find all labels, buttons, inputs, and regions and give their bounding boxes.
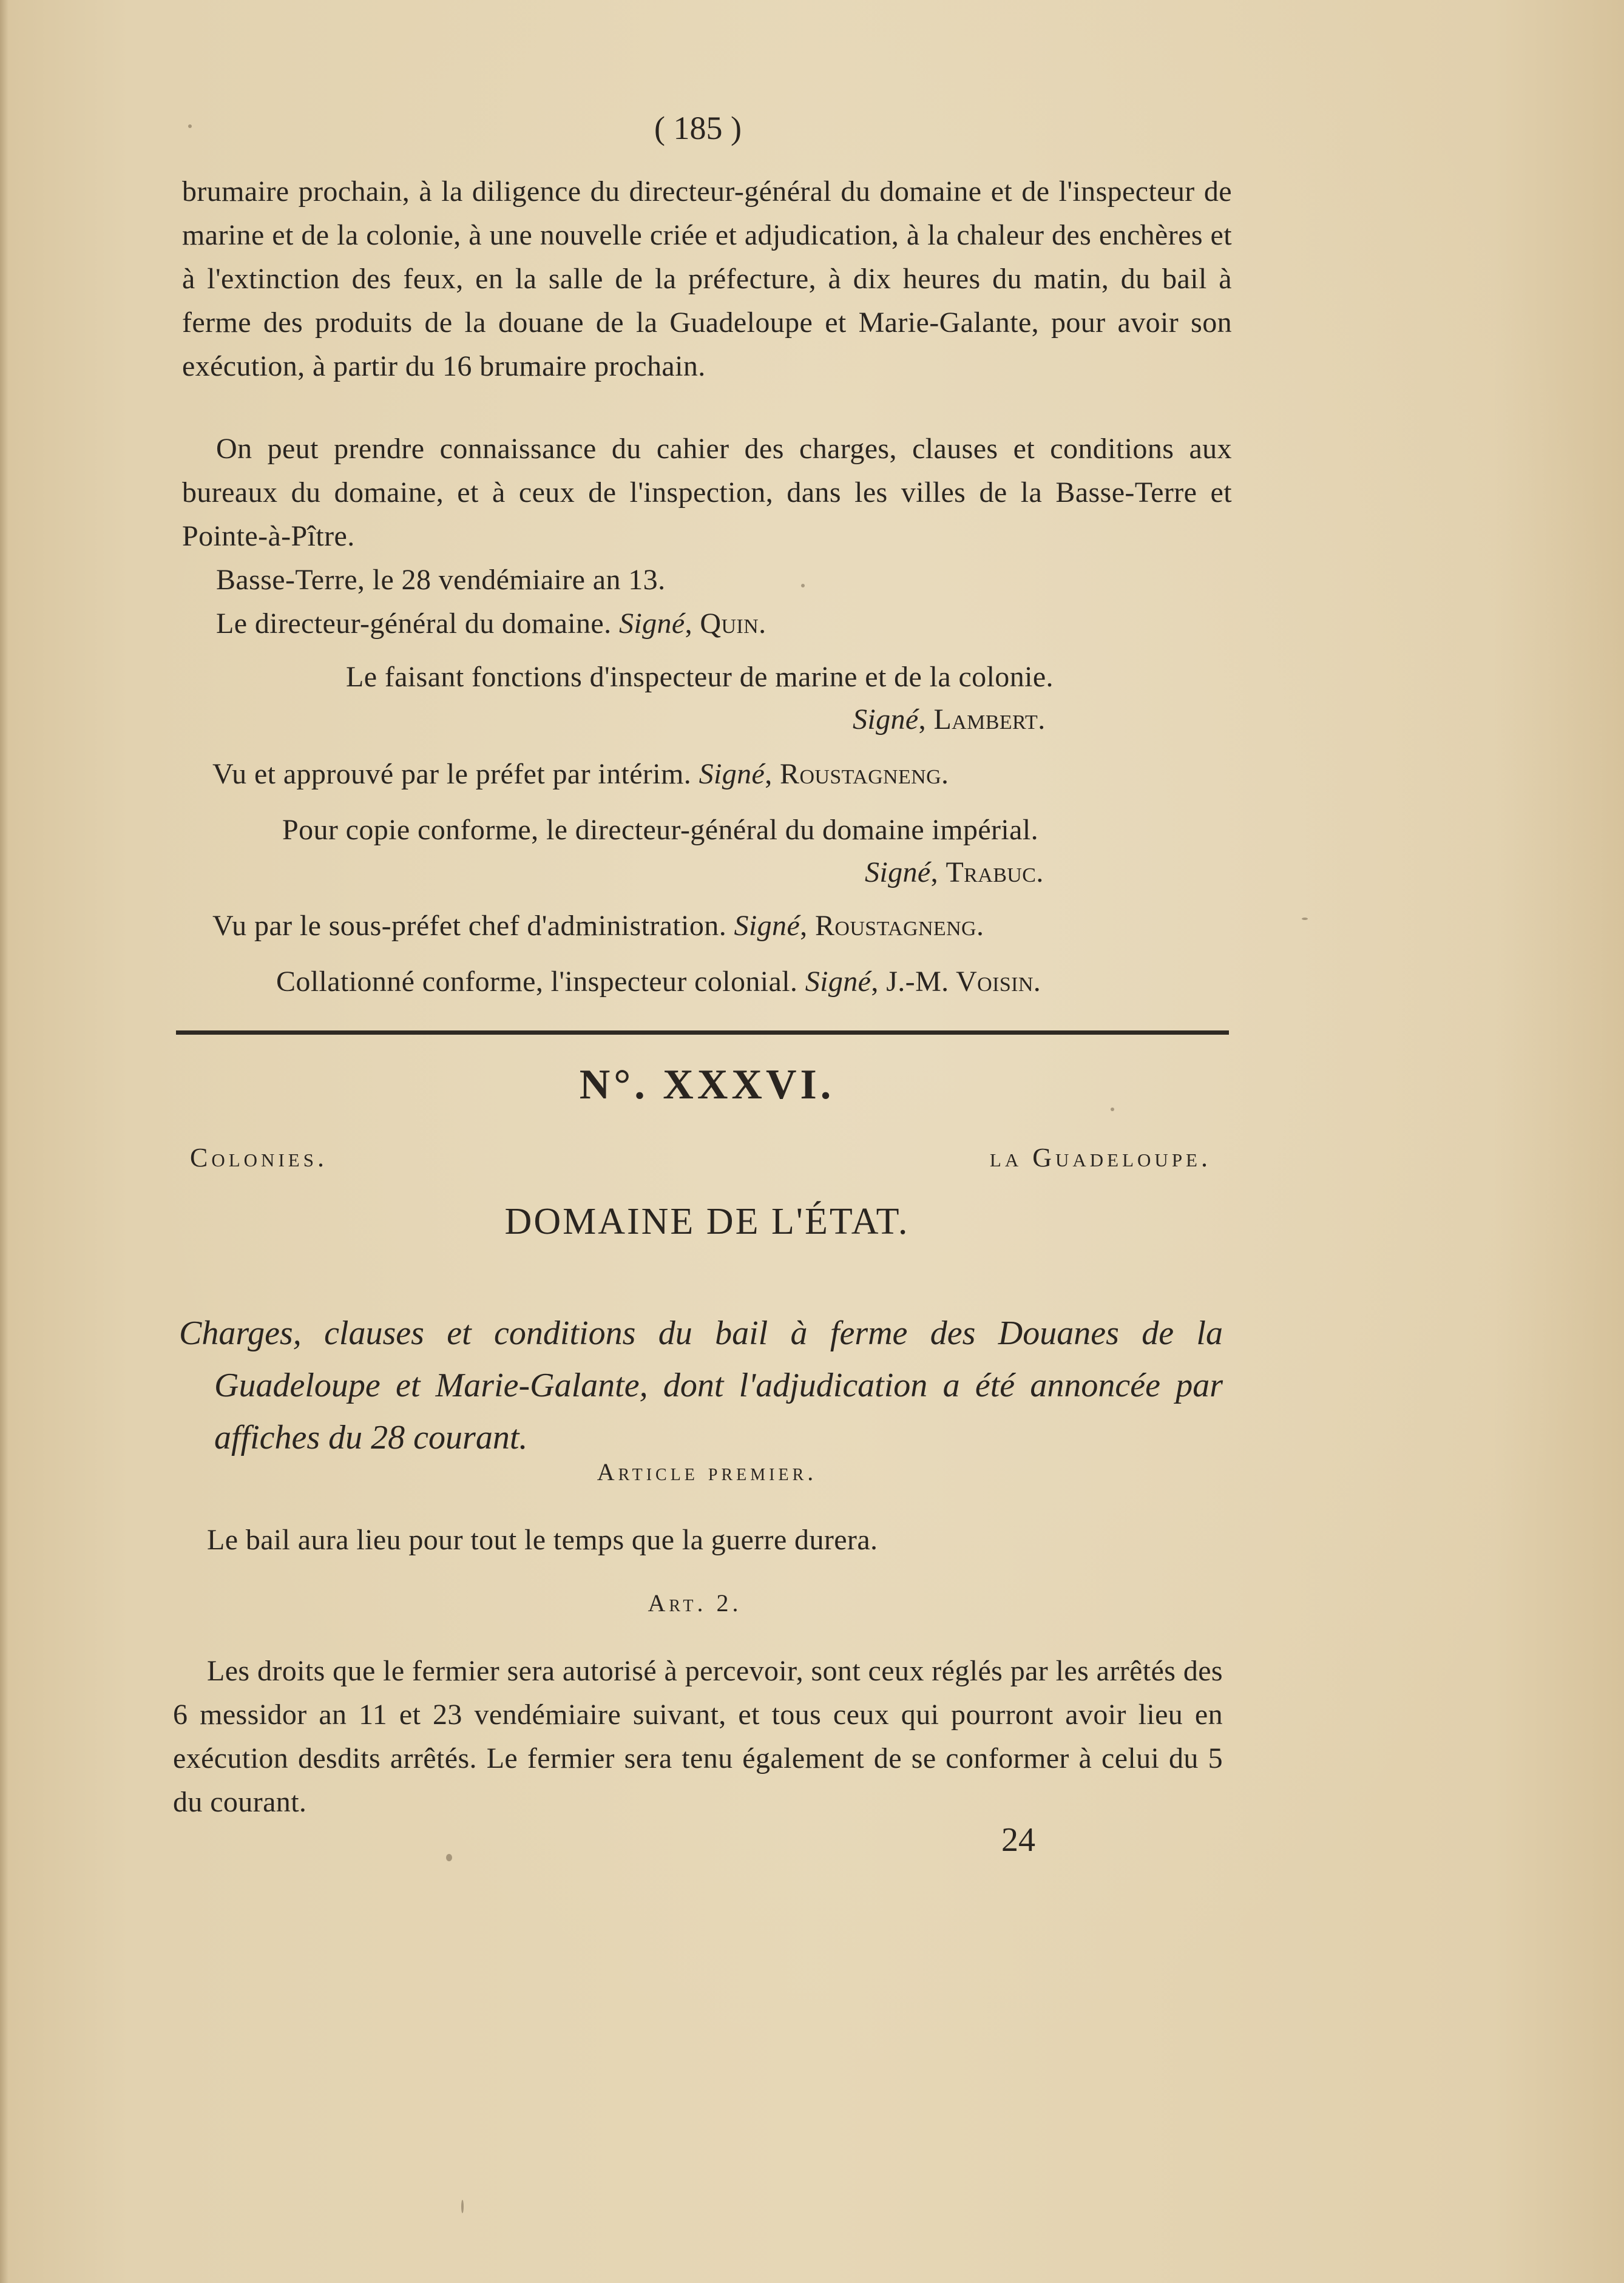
right-heading-guadeloupe: la Guadeloupe.: [989, 1143, 1211, 1172]
page-number: ( 185 ): [654, 110, 742, 146]
signature-copy-name: Signé, Trabuc.: [865, 856, 1044, 888]
signature-director-general: Le directeur-général du domaine. Signé, Quin.: [216, 607, 766, 640]
article-2-heading: Art. 2.: [648, 1589, 742, 1617]
signature-inspector-role: Le faisant fonctions d'inspecteur de marine et de la colonie.: [346, 661, 1054, 693]
sheet-signature-mark: 24: [1001, 1821, 1035, 1859]
signature-colonial-inspector: Collationné conforme, l'inspecteur colonial. Signé, J.-M. Voisin.: [276, 966, 1041, 998]
signature-prefect: Vu et approuvé par le préfet par intérim. Signé, Roustagneng.: [212, 758, 949, 790]
signature-role: Le directeur-général du domaine.: [216, 607, 612, 640]
signature-copy-role: Pour copie conforme, le directeur-général du domaine impérial.: [282, 814, 1039, 846]
act-title: DOMAINE DE L'ÉTAT.: [504, 1201, 910, 1242]
paper-speck: [446, 1854, 452, 1861]
act-subtitle: Charges, clauses et conditions du bail à ferme des Douanes de la Guadeloupe et Marie-Galante, dont l'adjudication a été annoncée par affiches du 28 courant.: [179, 1314, 1223, 1456]
page-edge-shadow: [0, 0, 8, 2283]
left-heading-colonies: Colonies.: [190, 1143, 328, 1172]
consult-paragraph: On peut prendre connaissance du cahier des charges, clauses et conditions aux bureaux du domaine, et à ceux de l'inspection, dans les villes de la Basse-Terre et Pointe-à-Pître.: [182, 433, 1232, 552]
signature-role: Vu et approuvé par le préfet par intérim.: [212, 758, 692, 790]
signe-label: Signé: [734, 910, 800, 942]
signature-inspector-name: Signé, Lambert.: [853, 703, 1046, 736]
signatory-name: Quin.: [700, 607, 766, 640]
paper-speck: [188, 124, 192, 128]
section-divider: [176, 1030, 1229, 1035]
date-line: Basse-Terre, le 28 vendémiaire an 13.: [216, 564, 666, 596]
signe-label: Signé: [805, 966, 871, 998]
signe-label: Signé: [853, 703, 919, 736]
signature-subprefect: Vu par le sous-préfet chef d'administration. Signé, Roustagneng.: [212, 910, 984, 942]
paper-speck: [461, 2200, 464, 2213]
intro-paragraph: brumaire prochain, à la diligence du directeur-général du domaine et de l'inspecteur de marine et de la colonie, à une nouvelle criée et adjudication, à la chaleur des enchères et à l'extinction des feux, en la salle de la préfecture, à dix heures du matin, du bail à ferme des produits de la douane de la Guadeloupe et Marie-Galante, pour avoir son exécution, à partir du 16 brumaire prochain.: [182, 175, 1232, 382]
signatory-name: Lambert.: [933, 703, 1046, 736]
signe-label: Signé: [618, 607, 685, 640]
paper-speck: [1302, 918, 1308, 920]
paper-speck: [801, 584, 805, 587]
signe-label: Signé: [699, 758, 765, 790]
signature-role: Vu par le sous-préfet chef d'administration.: [212, 910, 727, 942]
article-1-heading: Article premier.: [597, 1458, 817, 1486]
signe-label: Signé: [865, 856, 931, 888]
signatory-name: Roustagneng.: [780, 758, 949, 790]
signatory-name: Trabuc.: [946, 856, 1044, 888]
signatory-name: Roustagneng.: [814, 910, 984, 942]
signature-role: Collationné conforme, l'inspecteur colonial.: [276, 966, 798, 998]
act-number: N°. XXXVI.: [579, 1061, 835, 1108]
article-1-text: Le bail aura lieu pour tout le temps que la guerre durera.: [207, 1524, 878, 1556]
paper-speck: [1111, 1108, 1114, 1111]
signatory-name: J.-M. Voisin.: [886, 966, 1041, 998]
article-2-text: Les droits que le fermier sera autorisé à percevoir, sont ceux réglés par les arrêtés des 6 messidor an 11 et 23 vendémiaire suivant, et tous ceux qui pourront avoir lieu en exécution desdits arrêtés. Le fermier sera tenu également de se conformer à celui du 5 du courant.: [173, 1655, 1223, 1818]
